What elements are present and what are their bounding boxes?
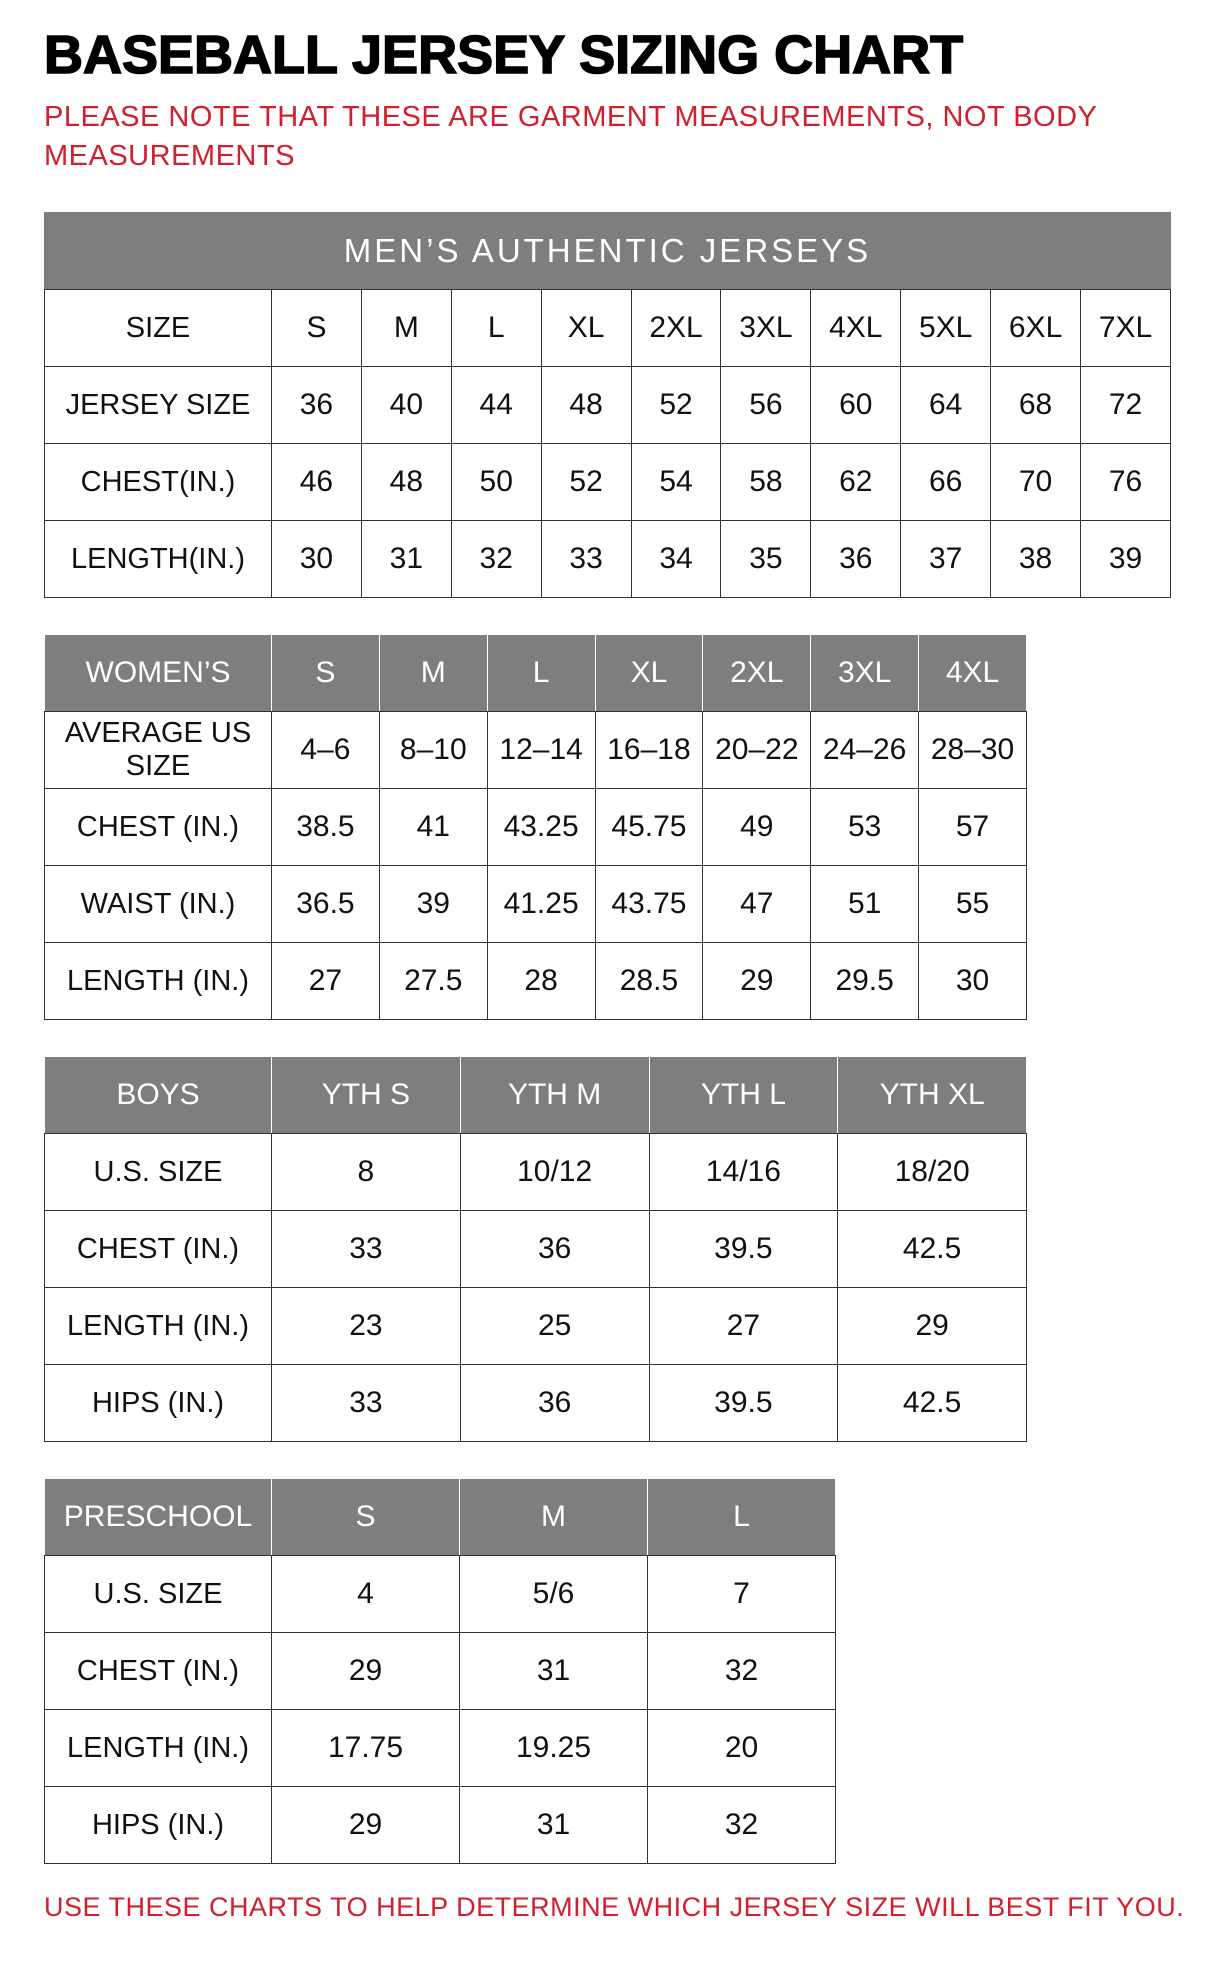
womens-value-cell: 28.5 (595, 943, 703, 1020)
preschool-header-cell: M (460, 1479, 648, 1556)
boys-row-label: CHEST (IN.) (45, 1211, 272, 1288)
womens-value-cell: 41.25 (487, 866, 595, 943)
preschool-value-cell: 17.75 (272, 1710, 460, 1787)
mens-authentic-jerseys-value-cell: 68 (991, 367, 1081, 444)
preschool-value-cell: 29 (272, 1787, 460, 1864)
mens-authentic-jerseys-value-cell: S (272, 290, 362, 367)
garment-measurement-note: PLEASE NOTE THAT THESE ARE GARMENT MEASUREMENTS, NOT BODY MEASUREMENTS (44, 101, 1097, 173)
mens-authentic-jerseys-value-cell: 48 (541, 367, 631, 444)
womens-value-cell: 36.5 (272, 866, 380, 943)
boys-value-cell: 42.5 (838, 1211, 1027, 1288)
womens-value-cell: 20–22 (703, 712, 811, 789)
boys-value-cell: 10/12 (460, 1134, 649, 1211)
mens-authentic-jerseys-value-cell: 58 (721, 444, 811, 521)
mens-authentic-jerseys-value-cell: 46 (272, 444, 362, 521)
preschool-sizing-table (44, 1478, 836, 1864)
womens-header-cell: 2XL (703, 635, 811, 712)
womens-header-cell: XL (595, 635, 703, 712)
womens-value-cell: 16–18 (595, 712, 703, 789)
mens-authentic-jerseys-value-cell: 36 (811, 521, 901, 598)
mens-authentic-jerseys-value-cell: 3XL (721, 290, 811, 367)
womens-header-cell: L (487, 635, 595, 712)
boys-value-cell: 27 (649, 1288, 838, 1365)
boys-value-cell: 18/20 (838, 1134, 1027, 1211)
womens-row-label: AVERAGE US SIZE (45, 712, 272, 789)
womens-value-cell: 41 (379, 789, 487, 866)
womens-value-cell: 4–6 (272, 712, 380, 789)
boys-value-cell: 36 (460, 1365, 649, 1442)
womens-value-cell: 28 (487, 943, 595, 1020)
page-title: BASEBALL JERSEY SIZING CHART (44, 25, 964, 85)
womens-header-cell: S (272, 635, 380, 712)
fit-advice-note: USE THESE CHARTS TO HELP DETERMINE WHICH JERSEY SIZE WILL BEST FIT YOU. (44, 1892, 1185, 1923)
mens-authentic-jerseys-value-cell: 31 (361, 521, 451, 598)
mens-authentic-jerseys-row-label: LENGTH(IN.) (45, 521, 272, 598)
mens-authentic-jerseys-value-cell: 34 (631, 521, 721, 598)
boys-value-cell: 25 (460, 1288, 649, 1365)
preschool-value-cell: 4 (272, 1556, 460, 1633)
womens-value-cell: 43.75 (595, 866, 703, 943)
mens-authentic-jerseys-value-cell: 70 (991, 444, 1081, 521)
boys-header-cell: YTH XL (838, 1057, 1027, 1134)
preschool-row-label: U.S. SIZE (45, 1556, 272, 1633)
mens-authentic-jerseys-value-cell: 33 (541, 521, 631, 598)
boys-header-cell: YTH M (460, 1057, 649, 1134)
boys-value-cell: 14/16 (649, 1134, 838, 1211)
womens-value-cell: 43.25 (487, 789, 595, 866)
mens-authentic-jerseys-value-cell: 2XL (631, 290, 721, 367)
mens-authentic-jerseys-value-cell: 50 (451, 444, 541, 521)
womens-value-cell: 55 (919, 866, 1027, 943)
womens-value-cell: 8–10 (379, 712, 487, 789)
womens-row-label: CHEST (IN.) (45, 789, 272, 866)
mens-authentic-jerseys-value-cell: 4XL (811, 290, 901, 367)
womens-value-cell: 27 (272, 943, 380, 1020)
preschool-value-cell: 32 (648, 1633, 836, 1710)
boys-value-cell: 36 (460, 1211, 649, 1288)
mens-authentic-jerseys-value-cell: 30 (272, 521, 362, 598)
boys-value-cell: 39.5 (649, 1211, 838, 1288)
womens-value-cell: 24–26 (811, 712, 919, 789)
preschool-value-cell: 20 (648, 1710, 836, 1787)
boys-value-cell: 33 (272, 1365, 461, 1442)
preschool-value-cell: 29 (272, 1633, 460, 1710)
boys-value-cell: 29 (838, 1288, 1027, 1365)
preschool-value-cell: 32 (648, 1787, 836, 1864)
mens-authentic-jerseys-value-cell: 72 (1081, 367, 1171, 444)
mens-authentic-jerseys-value-cell: 37 (901, 521, 991, 598)
mens-authentic-jerseys-value-cell: M (361, 290, 451, 367)
preschool-header-cell: S (272, 1479, 460, 1556)
mens-authentic-jerseys-value-cell: 5XL (901, 290, 991, 367)
boys-value-cell: 23 (272, 1288, 461, 1365)
womens-value-cell: 29 (703, 943, 811, 1020)
mens-authentic-jerseys-value-cell: 39 (1081, 521, 1171, 598)
mens-authentic-jerseys-row-label: CHEST(IN.) (45, 444, 272, 521)
mens-authentic-jerseys-row-label: JERSEY SIZE (45, 367, 272, 444)
preschool-header-cell: PRESCHOOL (45, 1479, 272, 1556)
boys-value-cell: 33 (272, 1211, 461, 1288)
mens-authentic-jerseys-value-cell: XL (541, 290, 631, 367)
womens-value-cell: 49 (703, 789, 811, 866)
preschool-value-cell: 5/6 (460, 1556, 648, 1633)
mens-authentic-jerseys-value-cell: 7XL (1081, 290, 1171, 367)
preschool-row-label: HIPS (IN.) (45, 1787, 272, 1864)
mens-sizing-table (44, 212, 1171, 598)
mens-authentic-jerseys-value-cell: 64 (901, 367, 991, 444)
mens-authentic-jerseys-value-cell: 52 (541, 444, 631, 521)
preschool-value-cell: 7 (648, 1556, 836, 1633)
mens-authentic-jerseys-value-cell: 60 (811, 367, 901, 444)
mens-authentic-jerseys-banner: MEN’S AUTHENTIC JERSEYS (45, 213, 1171, 290)
womens-value-cell: 38.5 (272, 789, 380, 866)
boys-value-cell: 42.5 (838, 1365, 1027, 1442)
womens-value-cell: 53 (811, 789, 919, 866)
boys-header-cell: BOYS (45, 1057, 272, 1134)
mens-authentic-jerseys-value-cell: 35 (721, 521, 811, 598)
mens-authentic-jerseys-value-cell: 48 (361, 444, 451, 521)
boys-header-cell: YTH S (272, 1057, 461, 1134)
mens-authentic-jerseys-value-cell: 76 (1081, 444, 1171, 521)
womens-value-cell: 47 (703, 866, 811, 943)
boys-header-cell: YTH L (649, 1057, 838, 1134)
womens-value-cell: 29.5 (811, 943, 919, 1020)
mens-authentic-jerseys-value-cell: 66 (901, 444, 991, 521)
mens-authentic-jerseys-value-cell: 32 (451, 521, 541, 598)
boys-row-label: HIPS (IN.) (45, 1365, 272, 1442)
boys-value-cell: 8 (272, 1134, 461, 1211)
mens-authentic-jerseys-value-cell: 36 (272, 367, 362, 444)
boys-value-cell: 39.5 (649, 1365, 838, 1442)
womens-value-cell: 57 (919, 789, 1027, 866)
womens-header-cell: 3XL (811, 635, 919, 712)
boys-sizing-table (44, 1056, 1027, 1442)
mens-authentic-jerseys-value-cell: 52 (631, 367, 721, 444)
womens-value-cell: 39 (379, 866, 487, 943)
womens-value-cell: 30 (919, 943, 1027, 1020)
preschool-header-cell: L (648, 1479, 836, 1556)
mens-authentic-jerseys-value-cell: L (451, 290, 541, 367)
preschool-value-cell: 31 (460, 1633, 648, 1710)
preschool-row-label: CHEST (IN.) (45, 1633, 272, 1710)
mens-authentic-jerseys-value-cell: 6XL (991, 290, 1081, 367)
mens-authentic-jerseys-value-cell: 38 (991, 521, 1081, 598)
preschool-value-cell: 19.25 (460, 1710, 648, 1787)
womens-header-cell: 4XL (919, 635, 1027, 712)
womens-header-cell: M (379, 635, 487, 712)
womens-row-label: WAIST (IN.) (45, 866, 272, 943)
womens-value-cell: 12–14 (487, 712, 595, 789)
preschool-row-label: LENGTH (IN.) (45, 1710, 272, 1787)
womens-header-cell: WOMEN’S (45, 635, 272, 712)
womens-value-cell: 28–30 (919, 712, 1027, 789)
womens-value-cell: 51 (811, 866, 919, 943)
mens-authentic-jerseys-value-cell: 56 (721, 367, 811, 444)
mens-authentic-jerseys-row-label: SIZE (45, 290, 272, 367)
womens-row-label: LENGTH (IN.) (45, 943, 272, 1020)
mens-authentic-jerseys-value-cell: 44 (451, 367, 541, 444)
boys-row-label: U.S. SIZE (45, 1134, 272, 1211)
preschool-value-cell: 31 (460, 1787, 648, 1864)
mens-authentic-jerseys-value-cell: 40 (361, 367, 451, 444)
womens-value-cell: 27.5 (379, 943, 487, 1020)
mens-authentic-jerseys-value-cell: 62 (811, 444, 901, 521)
mens-authentic-jerseys-value-cell: 54 (631, 444, 721, 521)
womens-sizing-table (44, 634, 1027, 1020)
boys-row-label: LENGTH (IN.) (45, 1288, 272, 1365)
womens-value-cell: 45.75 (595, 789, 703, 866)
sizing-chart-page (44, 24, 1190, 1923)
